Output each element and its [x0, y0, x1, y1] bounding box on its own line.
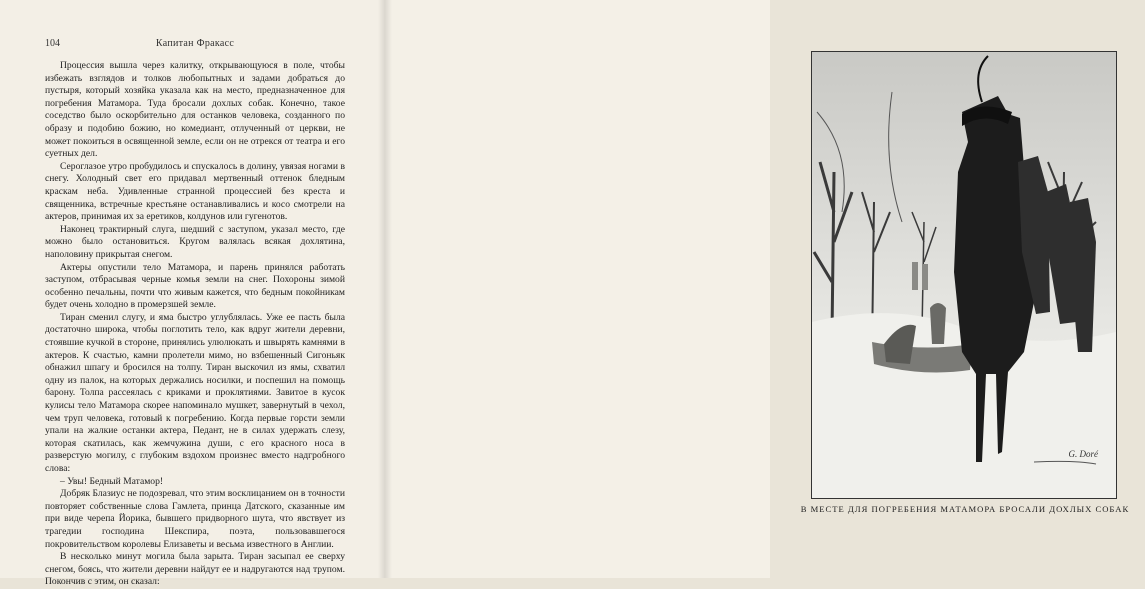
page-number: 104	[45, 38, 60, 49]
paragraph: В несколько минут могила была зарыта. Тиран засыпал ее сверху снегом, боясь, что жители деревни найдут ее и надругаются над трупом. Покончив с этим, он сказал:	[45, 551, 345, 588]
illustration-caption: В МЕСТЕ ДЛЯ ПОГРЕБЕНИЯ МАТАМОРА БРОСАЛИ ДОХЛЫХ СОБАК	[800, 504, 1130, 514]
paragraph: Добряк Блазиус не подозревал, что этим восклицанием он в точности повторяет собственные слова Гамлета, принца Датского, сказанные им при виде черепа Йорика, бывшего придворного шута, что явствует из трагедии господина Шекспира, поэта, пользовавшегося покровительством королевы Елизаветы и весьма известного в Англии.	[45, 488, 345, 550]
body-text	[45, 60, 345, 589]
running-title: Капитан Фракасс	[155, 38, 235, 49]
engraving-illustration	[811, 51, 1117, 499]
paragraph: – Увы! Бедный Матамор!	[60, 475, 164, 487]
paragraph: Наконец трактирный слуга, шедший с заступом, указал место, где можно было остановиться. Кругом валялась всякая дохлятина, наполовину прикрытая снегом.	[45, 223, 345, 260]
paragraph: Актеры опустили тело Матамора, и парень принялся работать заступом, отбрасывая черные комья земли на снег. Похороны зимой особенно печальны, почти что живым кажется, что бедным покойникам будет очень холодно в промерзшей земле.	[45, 261, 345, 311]
standing-man	[930, 303, 946, 344]
engraving-artwork	[812, 52, 1116, 498]
left-page	[0, 0, 385, 588]
paragraph: Тиран сменил слугу, и яма быстро углублялась. Уже ее пасть была достаточно широка, чтобы поглотить тело, как вдруг жители деревни, стоявшие кучкой в стороне, принялись улюлюкать и швырять камнями в актеров. К счастью, камни пролетели мимо, но взбешенный Сигоньяк обнажил шпагу и бросился на толпу. Тиран выскочил из ямы, схватил одну из палок, на которых держались носилки, и поспешил на помощь барону. Толпа рассеялась с криками и проклятиями. Завитое в кусок кулисы тело Матамора скорее напоминало мушкет, завернутый в чехол, чем труп человека, готовый к погребению. Когда первые горсти земли упали на жалкие останки актера, Педант, не в силах удержать слезу, которая скатилась, как жемчужина души, с его красного носа в разверстую могилу, с глубоким вздохом произнес вместо надгробного слова:	[45, 311, 345, 474]
book-gutter	[378, 0, 392, 578]
artist-signature: G. Doré	[1068, 449, 1098, 459]
paragraph: Сероглазое утро пробудилось и спускалось в долину, увязая ногами в снегу. Холодный свет его придавал мертвенный оттенок бледным краскам неба. Удивленные странной процессией без креста и священника, встречные крестьяне останавливались и косо смотрели на актеров, принимая их за еретиков, колдунов или гугенотов.	[45, 160, 345, 223]
paragraph: Процессия вышла через калитку, открывающуюся в поле, чтобы избежать взглядов и толков любопытных и задами добраться до пустыря, который хозяйка указала как на место, предназначенное для погребения Матамора. Туда бросали дохлых собак. Конечно, такое соседство было оскорбительно для останков человека, созданного по образу и подобию божию, но комедиант, отлученный от церкви, не может покоиться в освященной земле, если он не отрекся от театра и его суетных дел.	[45, 60, 345, 160]
page-header	[45, 38, 345, 52]
right-page	[385, 0, 1130, 578]
